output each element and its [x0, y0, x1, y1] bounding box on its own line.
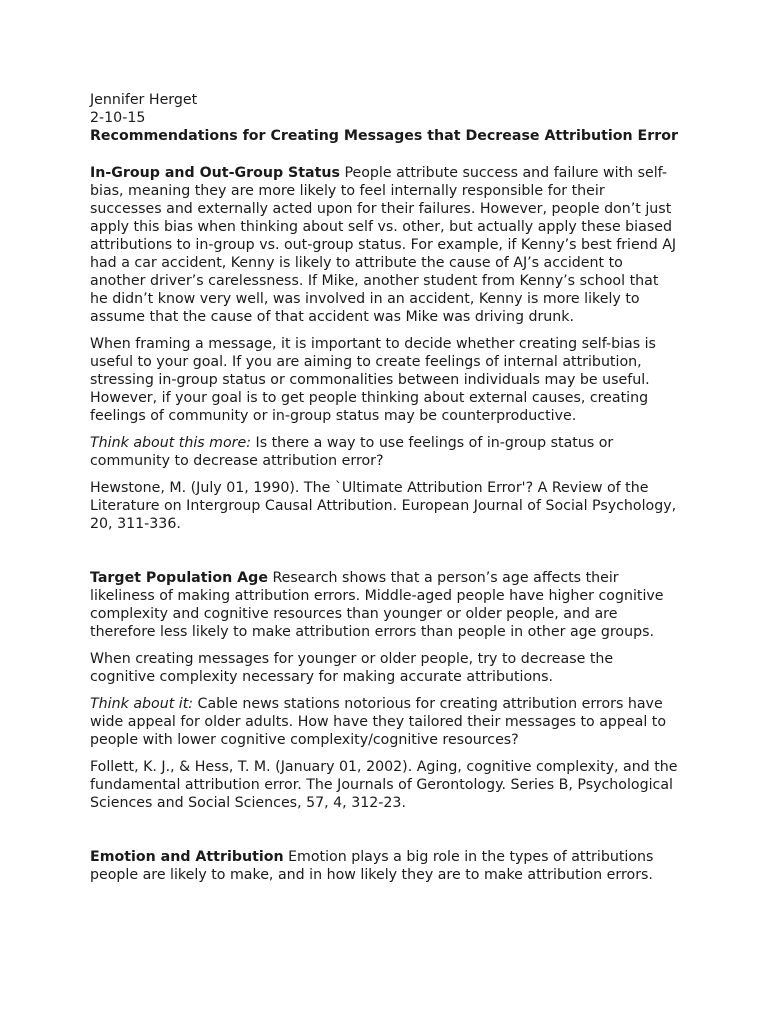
section-heading: Emotion and Attribution — [90, 849, 284, 865]
section-prompt — [90, 695, 680, 749]
section-target-population-age — [90, 569, 680, 812]
section-heading: In-Group and Out-Group Status — [90, 165, 340, 181]
prompt-label: Think about it: — [90, 696, 194, 712]
section-in-group-status — [90, 164, 680, 533]
section-paragraph — [90, 848, 680, 884]
prompt-text: Is there a way to use feelings of in-group status or community to decrease attribution error? — [90, 435, 614, 469]
section-paragraph-2: When framing a message, it is important to decide whether creating self-bias is useful to your goal. If you are aiming to create feelings of internal attribution, stressing in-group status or commonalities between individuals may be useful. However, if your goal is to get people thinking about external causes, creating feelings of community or in-group status may be counterproductive. — [90, 336, 656, 424]
prompt-label: Think about this more: — [90, 435, 252, 451]
author-name: Jennifer Herget — [90, 92, 198, 108]
section-intro-text: Emotion plays a big role in the types of attributions people are likely to make, and in how likely they are to make attribution errors. — [90, 849, 654, 883]
prompt-text: Cable news stations notorious for creating attribution errors have wide appeal for older adults. How have they tailored their messages to appeal to people with lower cognitive complexity/cognitive resources? — [90, 696, 667, 748]
section-intro-text: Research shows that a person’s age affects their likeliness of making attribution errors. Middle-aged people have higher cognitive complexity and cognitive resources than younger or older people, and are therefore less likely to make attribution errors than people in other age groups. — [90, 570, 664, 640]
section-paragraph-2: When creating messages for younger or older people, try to decrease the cognitive complexity necessary for making accurate attributions. — [90, 651, 614, 685]
section-paragraph — [90, 569, 680, 641]
section-emotion-and-attribution — [90, 848, 680, 884]
section-paragraph — [90, 164, 680, 326]
section-prompt — [90, 434, 680, 470]
document-title: Recommendations for Creating Messages that Decrease Attribution Error — [90, 128, 678, 144]
section-citation: Hewstone, M. (July 01, 1990). The `Ultimate Attribution Error'? A Review of the Literature on Intergroup Causal Attribution. European Journal of Social Psychology, 20, 311-336. — [90, 480, 677, 532]
section-heading: Target Population Age — [90, 570, 268, 586]
section-citation: Follett, K. J., & Hess, T. M. (January 01, 2002). Aging, cognitive complexity, and the fundamental attribution error. The Journals of Gerontology. Series B, Psychological Sciences and Social Sciences, 57, 4, 312-23. — [90, 759, 678, 811]
document-page — [90, 91, 680, 884]
document-date: 2-10-15 — [90, 110, 146, 126]
section-intro-text: People attribute success and failure with self-bias, meaning they are more likely to feel internally responsible for their successes and externally acted upon for their failures. However, people don’t just apply this bias when thinking about self vs. other, but actually apply these biased attributions to in-group vs. out-group status. For example, if Kenny’s best friend AJ had a car accident, Kenny is likely to attribute the cause of AJ’s accident to another driver’s carelessness. If Mike, another student from Kenny’s school that he didn’t know very well, was involved in an accident, Kenny is more likely to assume that the cause of that accident was Mike was driving drunk. — [90, 165, 677, 325]
